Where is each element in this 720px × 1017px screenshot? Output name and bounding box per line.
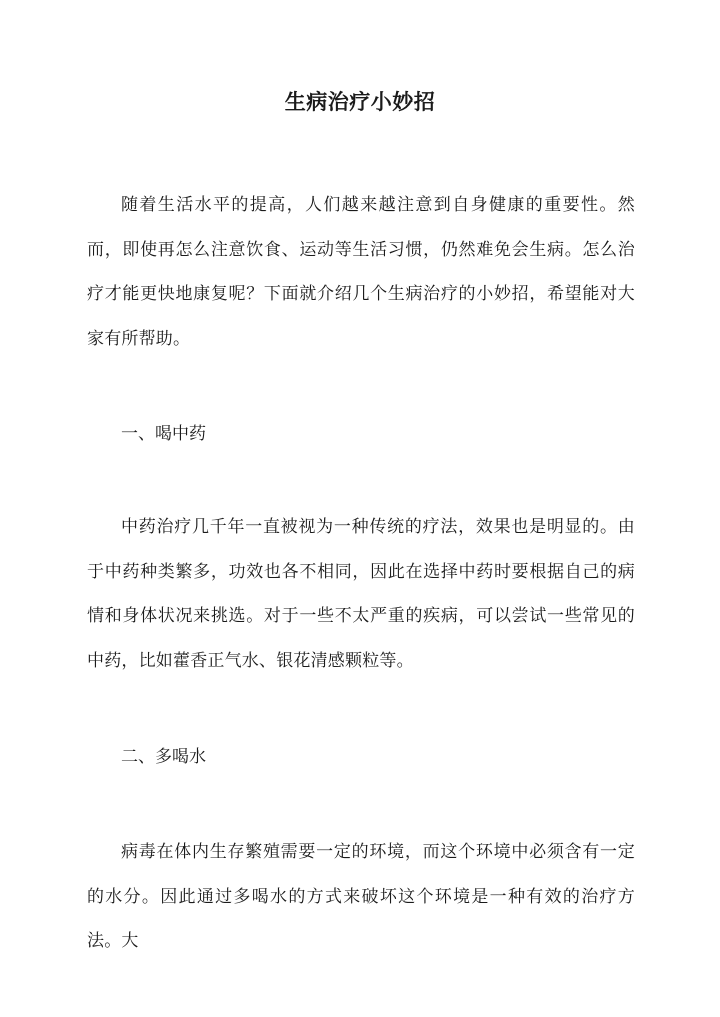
section-body-drink-water: 病毒在体内生存繁殖需要一定的环境，而这个环境中必须含有一定的水分。因此通过多喝水的方式来破坏这个环境是一种有效的治疗方法。大 [87, 842, 635, 951]
section-heading-drink-water: 二、多喝水 [121, 747, 206, 767]
section-heading-herbal-medicine: 一、喝中药 [121, 424, 206, 444]
document-title: 生病治疗小妙招 [284, 89, 436, 114]
section-body-herbal-medicine: 中药治疗几千年一直被视为一种传统的疗法，效果也是明显的。由于中药种类繁多，功效也各不相同，因此在选择中药时要根据自己的病情和身体状况来挑选。对于一些不太严重的疾病，可以尝试一些常见的中药，比如藿香正气水、银花清感颗粒等。 [87, 517, 635, 671]
intro-paragraph: 随着生活水平的提高，人们越来越注意到自身健康的重要性。然而，即使再怎么注意饮食、运动等生活习惯，仍然难免会生病。怎么治疗才能更快地康复呢？下面就介绍几个生病治疗的小妙招，希望能对大家有所帮助。 [87, 195, 635, 349]
